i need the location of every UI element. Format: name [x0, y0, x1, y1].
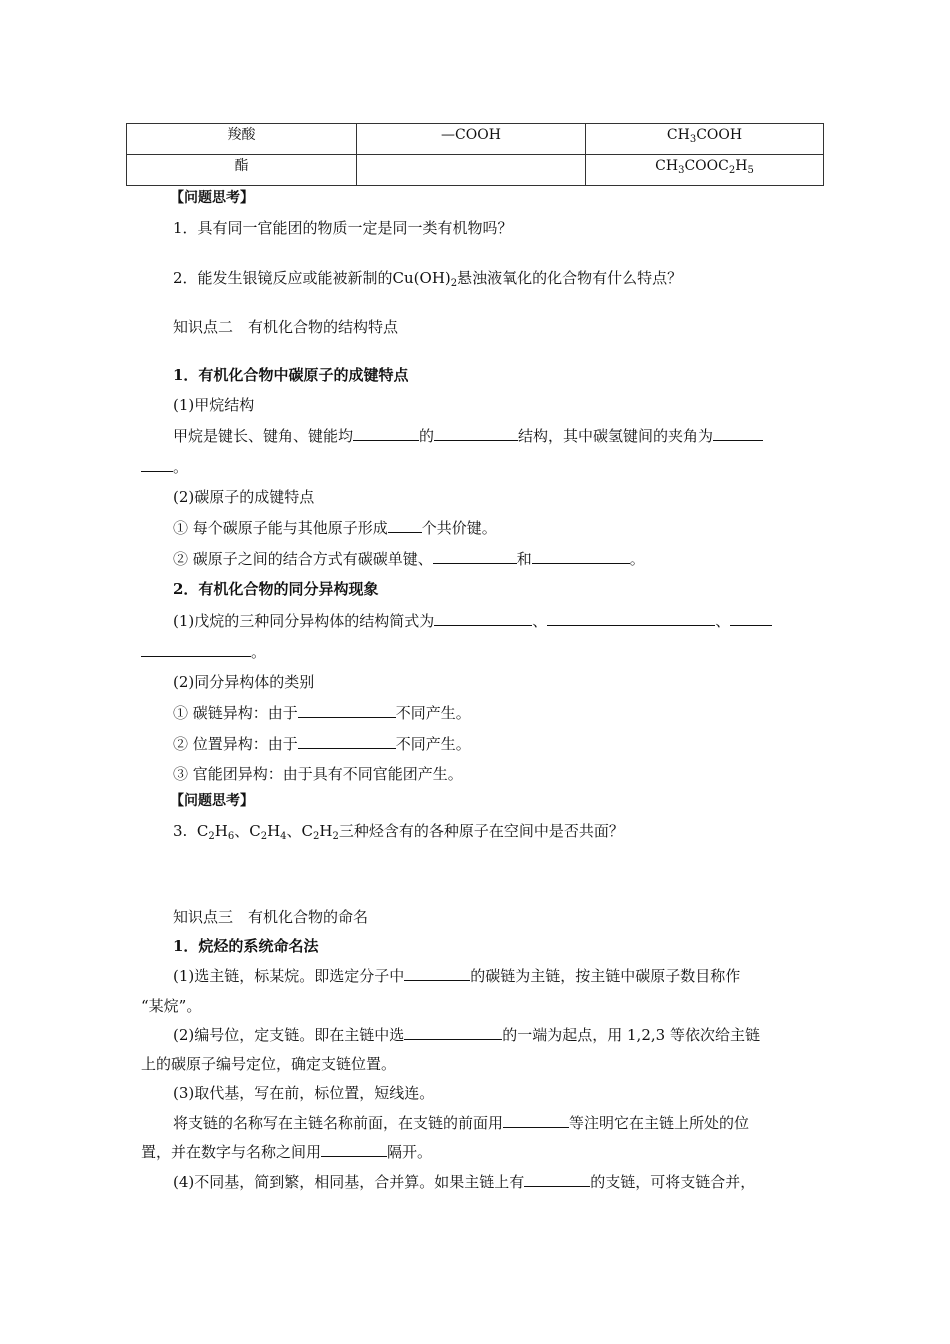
question-2: 2．能发生银镜反应或能被新制的$Cu(OH)_2$悬浊液氧化的化合物有什么特点？: [173, 269, 683, 289]
class-name-cell: 羧酸: [127, 124, 357, 155]
paragraph: (2)同分异构体的类别: [173, 673, 315, 691]
question-1: 1．具有同一官能团的物质一定是同一类有机物吗？: [173, 219, 513, 237]
section-title-3: 知识点三 有机化合物的命名: [173, 908, 369, 926]
example-cell: $CH_3COOH$: [586, 124, 824, 155]
answer-blank[interactable]: [434, 426, 518, 441]
answer-blank[interactable]: [524, 1172, 590, 1187]
paragraph: (3)取代基，写在前，标位置，短线连。: [173, 1084, 435, 1102]
answer-blank[interactable]: [298, 703, 396, 718]
answer-blank[interactable]: [547, 611, 715, 626]
paragraph: 上的碳原子编号定位，确定支链位置。: [141, 1055, 397, 1073]
fill-blank-line: 将支链的名称写在主链名称前面，在支链的前面用 等注明它在主链上所处的位: [173, 1114, 750, 1132]
answer-blank[interactable]: [141, 642, 251, 657]
paragraph: ③ 官能团异构：由于具有不同官能团产生。: [173, 765, 463, 783]
fill-blank-line: ① 碳链异构：由于 不同产生。: [173, 704, 471, 722]
table-row: [127, 155, 824, 186]
fill-blank-line: 。: [141, 641, 831, 663]
section-title-2: 知识点二 有机化合物的结构特点: [173, 318, 399, 336]
answer-blank[interactable]: [141, 457, 173, 472]
fill-blank-line: (1)选主链，标某烷。即选定分子中 的碳链为主链，按主链中碳原子数目称作: [173, 967, 741, 985]
subsection-title: 2．有机化合物的同分异构现象: [173, 580, 379, 598]
fill-blank-line: ② 碳原子之间的结合方式有碳碳单键、 和 。: [173, 550, 645, 568]
answer-blank[interactable]: [503, 1113, 569, 1128]
fill-blank-line: ① 每个碳原子能与其他原子形成 个共价键。: [173, 519, 497, 537]
answer-blank[interactable]: [388, 518, 422, 533]
subsection-title: 1．有机化合物中碳原子的成键特点: [173, 366, 409, 384]
example-cell: $CH_3COOC_2H_5$: [586, 155, 824, 186]
fill-blank-line: ② 位置异构：由于 不同产生。: [173, 735, 471, 753]
answer-blank[interactable]: [532, 549, 630, 564]
answer-blank[interactable]: [434, 611, 532, 626]
answer-blank[interactable]: [404, 966, 470, 981]
subsection-title: 1．烷烃的系统命名法: [173, 937, 319, 955]
answer-blank[interactable]: [298, 734, 396, 749]
question-header: 【问题思考】: [170, 190, 254, 206]
answer-blank[interactable]: [404, 1025, 502, 1040]
functional-group-cell: [357, 155, 586, 186]
table-row: [127, 124, 824, 155]
fill-blank-line: 甲烷是键长、键角、键能均 的 结构，其中碳氢键间的夹角为: [173, 425, 863, 447]
functional-group-cell: —COOH: [357, 124, 586, 155]
paragraph: (2)碳原子的成键特点: [173, 488, 315, 506]
answer-blank[interactable]: [433, 549, 517, 564]
answer-blank[interactable]: [321, 1142, 387, 1157]
question-3: 3. $C_2H_6$、$C_2H_4$、$C_2H_2$三种烃含有的各种原子在空间中是否共面？: [173, 822, 624, 842]
fill-blank-line: (1)戊烷的三种同分异构体的结构简式为 、 、: [173, 610, 863, 632]
answer-blank[interactable]: [713, 426, 763, 441]
fill-blank-line: (4)不同基，简到繁，相同基，合并算。如果主链上有 的支链，可将支链合并，: [173, 1173, 756, 1191]
functional-group-table: [126, 123, 824, 186]
paragraph: “某烷”。: [141, 997, 202, 1015]
answer-blank[interactable]: [730, 611, 772, 626]
fill-blank-line: 。: [141, 456, 831, 478]
fill-blank-line: 置，并在数字与名称之间用 隔开。: [141, 1143, 433, 1161]
fill-blank-line: (2)编号位，定支链。即在主链中选 的一端为起点，用 1,2,3 等依次给主链: [173, 1026, 760, 1044]
paragraph: (1)甲烷结构: [173, 396, 255, 414]
answer-blank[interactable]: [353, 426, 419, 441]
question-header: 【问题思考】: [170, 793, 254, 809]
class-name-cell: 酯: [127, 155, 357, 186]
